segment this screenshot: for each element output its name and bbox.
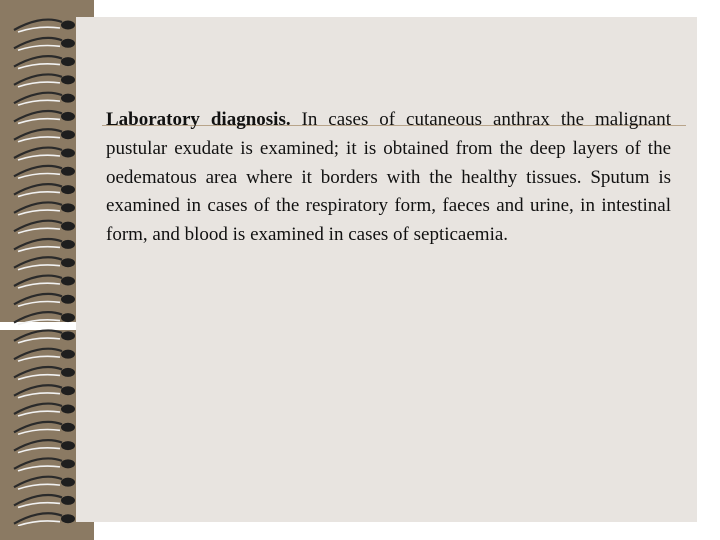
- binding-ring: [14, 38, 75, 50]
- binding-ring: [14, 513, 75, 525]
- binding-ring: [14, 404, 75, 416]
- binding-ring: [14, 312, 75, 324]
- binding-ring: [14, 148, 75, 160]
- binding-ring: [14, 495, 75, 507]
- binding-ring: [14, 422, 75, 434]
- slide-body-text: [106, 106, 671, 250]
- binding-ring: [14, 129, 75, 141]
- binding-ring: [14, 440, 75, 452]
- binding-ring: [14, 20, 75, 32]
- binding-ring: [14, 294, 75, 306]
- content-panel: [76, 17, 697, 522]
- binding-ring: [14, 385, 75, 397]
- binding-ring: [14, 202, 75, 214]
- slide-heading: Laboratory diagnosis.: [106, 109, 291, 130]
- binding-ring: [14, 184, 75, 196]
- binding-ring: [14, 276, 75, 288]
- binding-ring: [14, 221, 75, 233]
- binding-ring: [14, 111, 75, 123]
- binding-ring: [14, 166, 75, 178]
- binding-ring: [14, 74, 75, 86]
- binding-ring: [14, 93, 75, 105]
- slide-body: In cases of cutaneous anthrax the malignant pustular exudate is examined; it is obtained from the deep layers of the oedematous area where it borders with the healthy tissues. Sputum is examined in cases of the respiratory form, faeces and urine, in intestinal form, and blood is examined in cases of septicaemia.: [106, 109, 671, 246]
- binding-ring: [14, 239, 75, 251]
- binding-ring: [14, 349, 75, 361]
- binding-ring: [14, 56, 75, 68]
- binding-ring: [14, 330, 75, 342]
- binding-ring: [14, 477, 75, 489]
- binding-ring: [14, 458, 75, 470]
- binding-ring: [14, 257, 75, 269]
- binding-ring: [14, 367, 75, 379]
- spiral-binding-icon: [8, 14, 88, 526]
